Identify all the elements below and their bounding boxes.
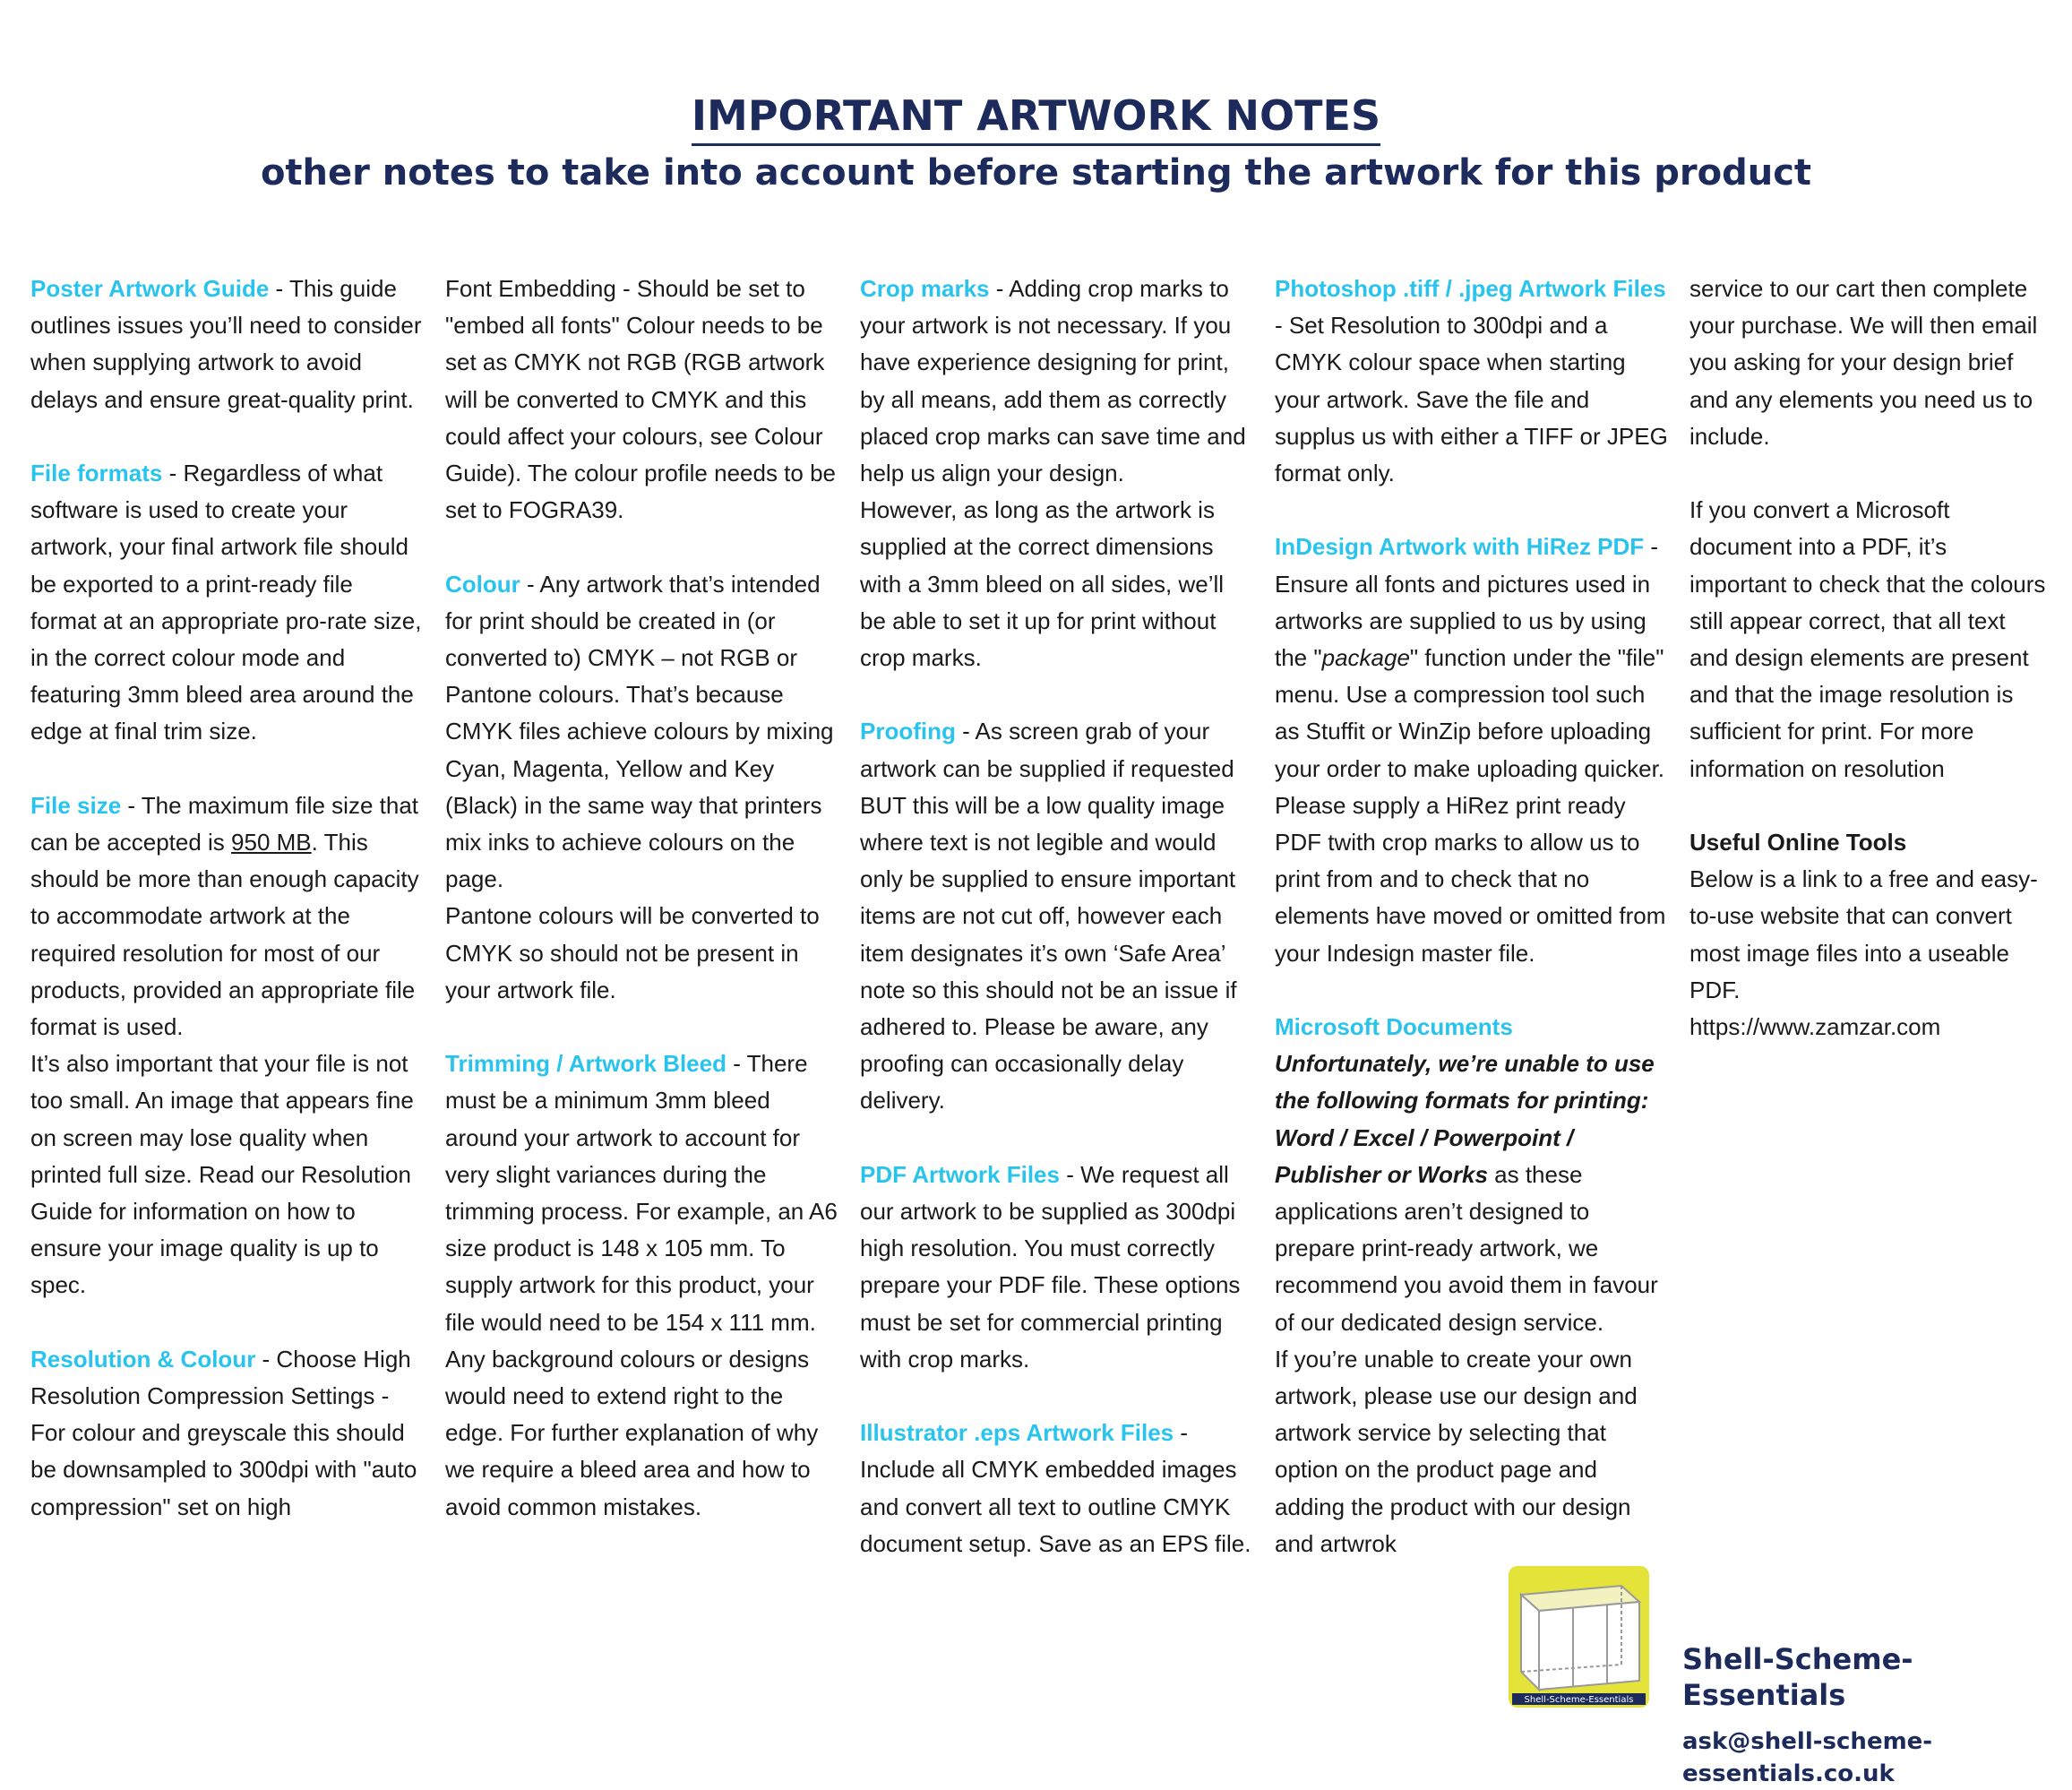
file-size-text: - The maximum file size that can be accepted is bbox=[30, 791, 418, 856]
indesign-text: - Ensure all fonts and pictures used in artworks are supplied to us by using the " bbox=[1275, 533, 1659, 672]
notes-column-3 bbox=[860, 271, 1254, 1599]
colour-heading: Colour bbox=[445, 570, 520, 598]
photoshop-note bbox=[1275, 271, 1669, 492]
pdf-artwork-note bbox=[860, 1157, 1254, 1378]
microsoft-conversion-note: If you convert a Microsoft document into a PDF, it’s important to check that the colours still appear correct, that all text and design elements are present and that the image resolution is sufficient for print. For more information on resolution bbox=[1689, 496, 2046, 782]
resolution-colour-heading: Resolution & Colour bbox=[30, 1345, 256, 1373]
microsoft-formats-warning: Unfortunately, we’re unable to use the following formats for printing: Word / Excel / Powerpoint / Publisher or Works bbox=[1275, 1050, 1655, 1188]
brand-block bbox=[1682, 1641, 2072, 1790]
indesign-heading: InDesign Artwork with HiRez PDF bbox=[1275, 533, 1645, 561]
illustrator-eps-text: - Include all CMYK embedded images and convert all text to outline CMYK document setup. Save as an EPS file. bbox=[860, 1419, 1251, 1557]
notes-column-4 bbox=[1275, 271, 1669, 1599]
online-tools-text: Below is a link to a free and easy-to-use website that can convert most image files into a useable PDF. bbox=[1689, 865, 2038, 1003]
shell-scheme-essentials-logo bbox=[1509, 1566, 1649, 1708]
design-service-note-cont: service to our cart then complete your purchase. We will then email you asking for your design brief and any elements you need us to include. bbox=[1689, 275, 2038, 450]
design-service-note: If you’re unable to create your own artwork, please use our design and artwork service by selecting that option on the product page and adding the product with our design and artwrok bbox=[1275, 1345, 1638, 1557]
notes-column-5 bbox=[1689, 271, 2048, 1082]
file-size-text-cont: . This should be more than enough capacity to accommodate artwork at the required resolution for most of our products, provided an appropriate file format is used. bbox=[30, 829, 419, 1041]
file-formats-text: - Regardless of what software is used to create your artwork, your final artwork file should be exported to a print-ready file format at an appropriate pro-rate size, in the correct colour mode and featuring 3mm bleed area around the edge at final trim size. bbox=[30, 460, 422, 745]
file-size-heading: File size bbox=[30, 791, 122, 819]
colour-text: - Any artwork that’s intended for print should be created in (or converted to) CMYK – not RGB or Pantone colours. That’s because CMYK files achieve colours by mixing Cyan, Magenta, Yellow and Key (Black) in the same way that printers mix inks to achieve colours on the page. bbox=[445, 570, 834, 893]
proofing-text: - As screen grab of your artwork can be supplied if requested BUT this will be a low quality image where text is not legible and would only be supplied to ensure important items are not cut off, however each item designates it’s own ‘Safe Area’ note so this should not be an issue if adhered to. Please be aware, any proofing can occasionally delay delivery. bbox=[860, 718, 1237, 1114]
trimming-bleed-note bbox=[445, 1046, 839, 1526]
resolution-colour-note bbox=[30, 1341, 425, 1526]
crop-marks-heading: Crop marks bbox=[860, 275, 990, 302]
poster-artwork-guide-heading: Poster Artwork Guide bbox=[30, 275, 270, 302]
indesign-text-cont: " function under the "file" menu. Use a compression tool such as Stuffit or WinZip before uploading your order to make uploading quicker. Please supply a HiRez print ready PDF twith crop marks to allow us to print from and to check that no elements have moved or omitted from your Indesign master file. bbox=[1275, 644, 1666, 967]
indesign-package-term: package bbox=[1321, 644, 1410, 672]
pdf-artwork-heading: PDF Artwork Files bbox=[860, 1160, 1060, 1188]
logo-label: Shell-Scheme-Essentials bbox=[1524, 1695, 1634, 1705]
pantone-note: Pantone colours will be converted to CMYK so should not be present in your artwork file. bbox=[445, 902, 820, 1003]
page-header bbox=[0, 90, 2072, 198]
file-size-note-2: It’s also important that your file is not too small. An image that appears fine on screen may lose quality when printed full size. Read our Resolution Guide for information on how to ensure your image quality is up to spec. bbox=[30, 1050, 414, 1299]
trimming-bleed-heading: Trimming / Artwork Bleed bbox=[445, 1050, 726, 1078]
file-formats-note bbox=[30, 455, 425, 751]
brand-name: Shell-Scheme-Essentials bbox=[1682, 1642, 1913, 1712]
colour-note bbox=[445, 566, 839, 899]
zamzar-link[interactable]: https://www.zamzar.com bbox=[1689, 1013, 1941, 1041]
photoshop-text: - Set Resolution to 300dpi and a CMYK colour space when starting your artwork. Save the file and supplus us with either a TIFF or JPEG format only. bbox=[1275, 312, 1668, 487]
page-subtitle: other notes to take into account before starting the artwork for this product bbox=[260, 152, 1812, 194]
notes-column-2 bbox=[445, 271, 839, 1562]
crop-marks-note bbox=[860, 271, 1254, 492]
photoshop-heading: Photoshop .tiff / .jpeg Artwork Files bbox=[1275, 275, 1666, 302]
crop-marks-note-2: However, as long as the artwork is supplied at the correct dimensions with a 3mm bleed on all sides, we’ll be able to set it up for print without crop marks. bbox=[860, 496, 1225, 672]
illustrator-eps-heading: Illustrator .eps Artwork Files bbox=[860, 1419, 1174, 1447]
proofing-heading: Proofing bbox=[860, 718, 956, 745]
online-tools-heading: Useful Online Tools bbox=[1689, 829, 1907, 856]
pdf-artwork-text: - We request all our artwork to be supplied as 300dpi high resolution. You must correctly prepare your PDF file. These options must be set for commercial printing with crop marks. bbox=[860, 1160, 1241, 1373]
file-size-note bbox=[30, 787, 425, 1046]
trimming-bleed-text: - There must be a minimum 3mm bleed around your artwork to account for very slight variances during the trimming process. For example, an A6 size product is 148 x 105 mm. To supply artwork for this product, your file would need to be 154 x 111 mm. Any background colours or designs would need to extend right to the edge. For further explanation of why we require a bleed area and how to avoid common mistakes. bbox=[445, 1050, 838, 1520]
poster-artwork-guide-note bbox=[30, 271, 425, 418]
crop-marks-text: - Adding crop marks to your artwork is not necessary. If you have experience designing for print, by all means, add them as correctly placed crop marks can save time and help us align your design. bbox=[860, 275, 1246, 487]
microsoft-documents-heading: Microsoft Documents bbox=[1275, 1013, 1513, 1041]
poster-artwork-guide-text: - This guide outlines issues you’ll need to consider when supplying artwork to avoid delays and ensure great-quality print. bbox=[30, 275, 422, 413]
file-size-limit-link[interactable]: 950 MB bbox=[231, 829, 312, 856]
contact-email[interactable]: ask@shell-scheme-essentials.co.uk bbox=[1682, 1728, 1933, 1787]
resolution-colour-text: - Choose High Resolution Compression Settings - For colour and greyscale this should be downsampled to 300dpi with "auto compression" set on high bbox=[30, 1345, 417, 1520]
page-title: IMPORTANT ARTWORK NOTES bbox=[692, 90, 1380, 146]
font-embedding-note: Font Embedding - Should be set to "embed all fonts" Colour needs to be set as CMYK not RGB (RGB artwork will be converted to CMYK and this could affect your colours, see Colour Guide). The colour profile needs to be set to FOGRA39. bbox=[445, 275, 837, 524]
file-formats-heading: File formats bbox=[30, 460, 163, 486]
illustrator-eps-note bbox=[860, 1415, 1254, 1562]
microsoft-documents-note bbox=[1275, 1009, 1669, 1341]
notes-column-1 bbox=[30, 271, 425, 1562]
indesign-note bbox=[1275, 529, 1669, 971]
proofing-note bbox=[860, 713, 1254, 1119]
online-tools-note bbox=[1689, 824, 2048, 1046]
microsoft-documents-text: as these applications aren’t designed to prepare print-ready artwork, we recommend you avoid them in favour of our dedicated design service. bbox=[1275, 1160, 1658, 1336]
booth-icon bbox=[1521, 1586, 1639, 1690]
